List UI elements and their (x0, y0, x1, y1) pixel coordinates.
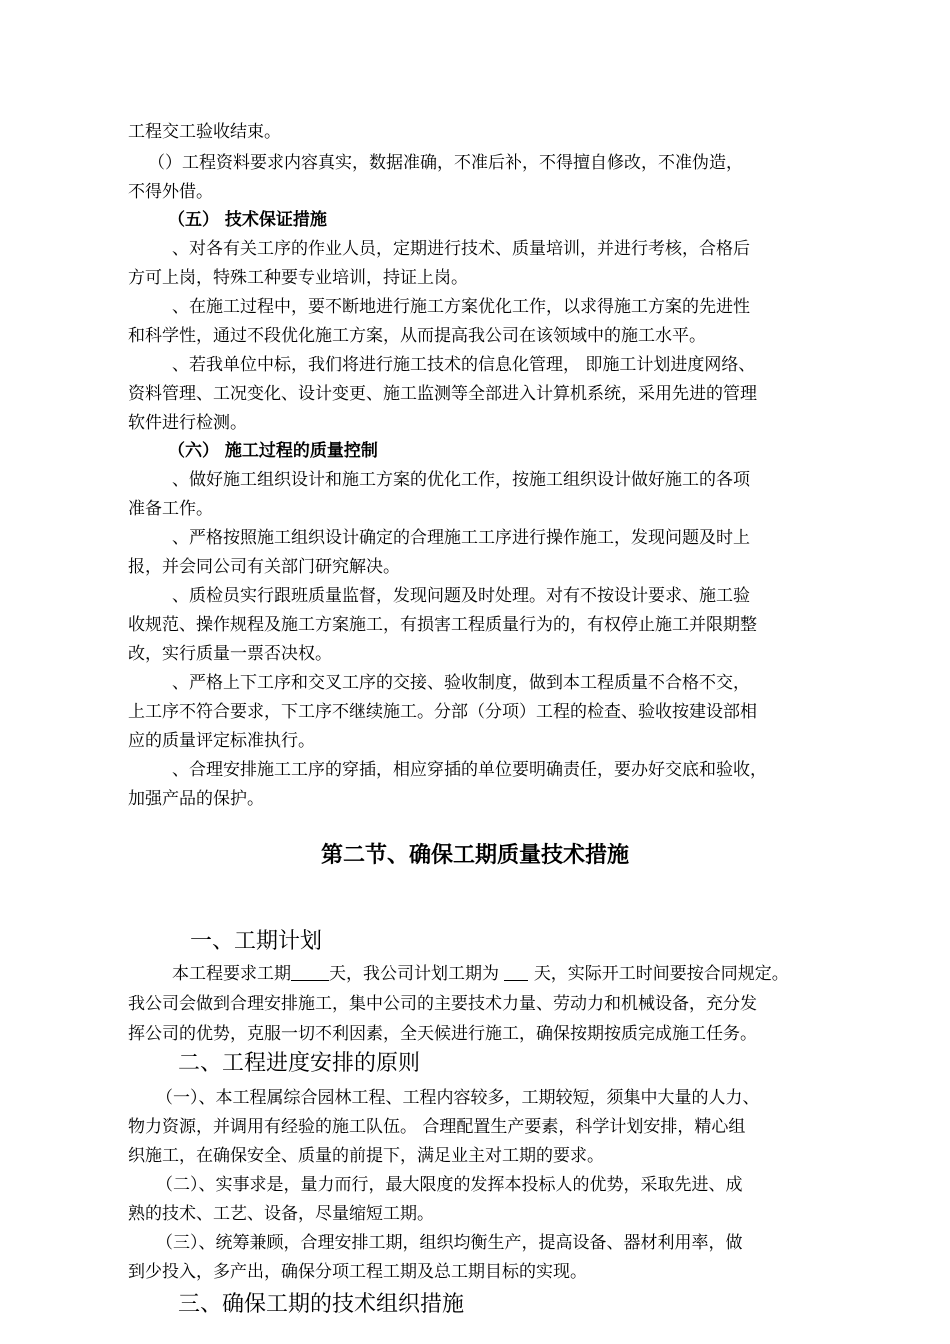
paragraph-line: 加强产品的保护。 (128, 789, 264, 809)
blank-underline (291, 964, 329, 981)
subsection-heading-5: （五） 技术保证措施 (168, 210, 327, 230)
heading-schedule-principles: 二、工程进度安排的原则 (178, 1051, 421, 1076)
paragraph-line (172, 963, 892, 985)
paragraph-line: 不得外借。 (128, 182, 213, 202)
paragraph-line: 、对各有关工序的作业人员，定期进行技术、质量培训，并进行考核，合格后 (172, 239, 750, 259)
paragraph-line: 上工序不符合要求，下工序不继续施工。分部（分项）工程的检查、验收按建设部相 (128, 702, 757, 722)
paragraph-line: 报，并会同公司有关部门研究解决。 (128, 557, 400, 577)
paragraph-line: 收规范、操作规程及施工方案施工，有损害工程质量行为的，有权停止施工并限期整 (128, 615, 757, 635)
paragraph-line: 到少投入，多产出，确保分项工程工期及总工期目标的实现。 (128, 1262, 587, 1282)
paragraph-line: 软件进行检测。 (128, 413, 247, 433)
paragraph-line: 、在施工过程中，要不断地进行施工方案优化工作，以求得施工方案的先进性 (172, 297, 750, 317)
text-fragment: 本工程要求工期 (172, 964, 291, 984)
paragraph-line: （）工程资料要求内容真实，数据准确，不准后补，不得擅自修改，不准伪造， (148, 153, 743, 173)
paragraph-line: 、质检员实行跟班质量监督，发现问题及时处理。对有不按设计要求、施工验 (172, 586, 750, 606)
paragraph-line: 织施工，在确保安全、质量的前提下，满足业主对工期的要求。 (128, 1146, 604, 1166)
paragraph-line: 挥公司的优势，克服一切不利因素，全天候进行施工，确保按期按质完成施工任务。 (128, 1024, 757, 1044)
paragraph-line: 应的质量评定标准执行。 (128, 731, 315, 751)
paragraph-line: 工程交工验收结束。 (128, 122, 281, 142)
paragraph-line: （一）、本工程属综合园林工程、工程内容较多，工期较短，须集中大量的人力、 (156, 1088, 760, 1108)
paragraph-line: 、做好施工组织设计和施工方案的优化工作，按施工组织设计做好施工的各项 (172, 470, 750, 490)
paragraph-line: 、严格上下工序和交叉工序的交接、验收制度，做到本工程质量不合格不交， (172, 673, 750, 693)
paragraph-line: 、若我单位中标，我们将进行施工技术的信息化管理， 即施工计划进度网络、 (172, 355, 756, 375)
text-fragment: 天，实际开工时间要按合同规定。 (533, 964, 789, 984)
heading-technical-measures: 三、确保工期的技术组织措施 (178, 1292, 465, 1317)
paragraph-line: 、严格按照施工组织设计确定的合理施工工序进行操作施工，发现问题及时上 (172, 528, 750, 548)
blank-underline (504, 964, 528, 981)
paragraph-line: 方可上岗，特殊工种要专业培训，持证上岗。 (128, 268, 468, 288)
paragraph-line: 改，实行质量一票否决权。 (128, 644, 332, 664)
paragraph-line: 我公司会做到合理安排施工，集中公司的主要技术力量、劳动力和机械设备，充分发 (128, 994, 757, 1014)
section-title: 第二节、确保工期质量技术措施 (320, 843, 629, 868)
paragraph-line: 准备工作。 (128, 499, 213, 519)
subsection-heading-6: （六） 施工过程的质量控制 (168, 441, 378, 461)
paragraph-line: （三）、统筹兼顾，合理安排工期，组织均衡生产，提高设备、器材利用率，做 (156, 1233, 743, 1253)
paragraph-line: 和科学性，通过不段优化施工方案，从而提高我公司在该领域中的施工水平。 (128, 326, 706, 346)
text-fragment: 天，我公司计划工期为 (329, 964, 499, 984)
heading-schedule-plan: 一、工期计划 (190, 929, 323, 954)
paragraph-line: 资料管理、工况变化、设计变更、施工监测等全部进入计算机系统，采用先进的管理 (128, 384, 757, 404)
paragraph-line: 、合理安排施工工序的穿插，相应穿插的单位要明确责任，要办好交底和验收， (172, 760, 767, 780)
paragraph-line: 熟的技术、工艺、设备，尽量缩短工期。 (128, 1204, 434, 1224)
paragraph-line: 物力资源，并调用有经验的施工队伍。 合理配置生产要素，科学计划安排，精心组 (128, 1117, 746, 1137)
paragraph-line: （二）、实事求是，量力而行，最大限度的发挥本投标人的优势，采取先进、成 (156, 1175, 743, 1195)
